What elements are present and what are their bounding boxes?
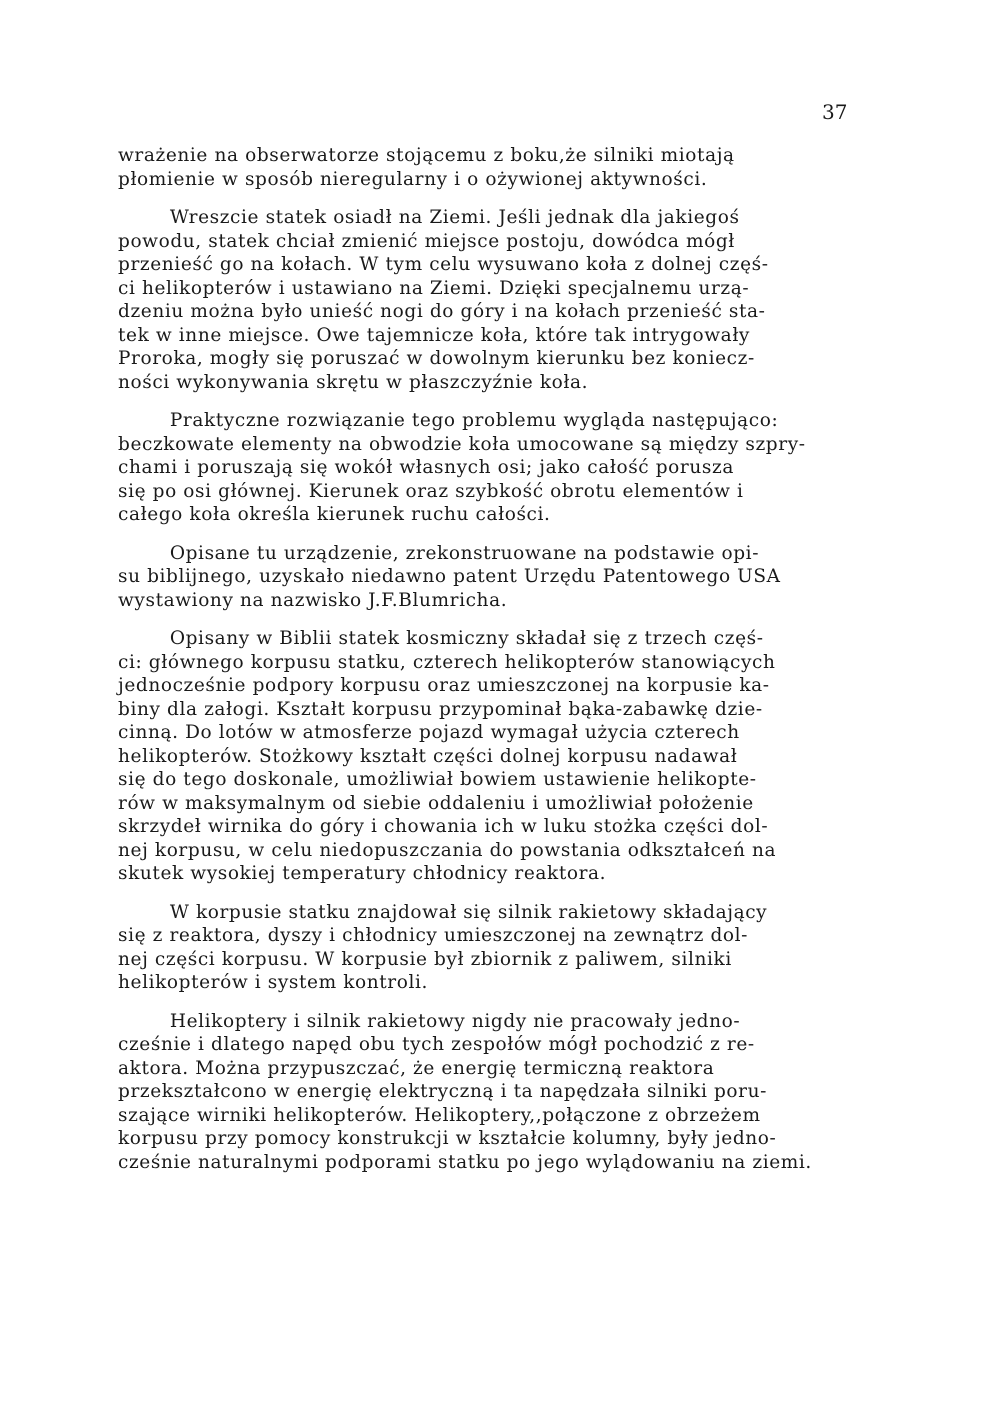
text-line: się do tego doskonale, umożliwiał bowiem ustawienie helikopte- <box>118 769 757 790</box>
text-line: powodu, statek chciał zmienić miejsce postoju, dowódca mógł <box>118 230 735 252</box>
text-line: się po osi głównej. Kierunek oraz szybkość obrotu elementów i <box>118 480 744 502</box>
paragraph-4 <box>118 542 908 613</box>
text-line: Helikoptery i silnik rakietowy nigdy nie pracowały jedno- <box>118 1010 741 1032</box>
text-line: tek w inne miejsce. Owe tajemnicze koła, które tak intrygowały <box>118 324 750 346</box>
text-line: biny dla załogi. Kształt korpusu przypominał bąka-zabawkę dzie- <box>118 698 763 720</box>
text-line: cinną. Do lotów w atmosferze pojazd wymagał użycia czterech <box>118 722 740 743</box>
text-line: W korpusie statku znajdował się silnik rakietowy składający <box>118 901 768 923</box>
body-text <box>118 144 908 1189</box>
text-line: Opisany w Biblii statek kosmiczny składał się z trzech częś- <box>118 628 764 649</box>
text-line: płomienie w sposób nieregularny i o ożywionej aktywności. <box>118 168 708 190</box>
text-line: korpusu przy pomocy konstrukcji w kształcie kolumny, były jedno- <box>118 1128 777 1149</box>
text-line: helikopterów. Stożkowy kształt części dolnej korpusu nadawał <box>118 745 738 767</box>
text-line: Opisane tu urządzenie, zrekonstruowane na podstawie opi- <box>118 542 760 564</box>
text-line: przekształcono w energię elektryczną i ta napędzała silniki poru- <box>118 1081 767 1102</box>
text-line: się z reaktora, dyszy i chłodnicy umieszczonej na zewnątrz dol- <box>118 925 748 946</box>
text-line: cześnie i dlatego napęd obu tych zespołów mógł pochodzić z re- <box>118 1034 755 1055</box>
text-line: wystawiony na nazwisko J.F.Blumricha. <box>118 589 508 611</box>
paragraph-5 <box>118 627 908 886</box>
paragraph-1 <box>118 144 908 191</box>
paragraph-3 <box>118 409 908 527</box>
text-line: helikopterów i system kontroli. <box>118 972 429 993</box>
text-line: nej korpusu, w celu niedopuszczania do powstania odkształceń na <box>118 839 777 861</box>
text-line: aktora. Można przypuszczać, że energię termiczną reaktora <box>118 1057 715 1079</box>
text-line: cześnie naturalnymi podporami statku po jego wylądowaniu na ziemi. <box>118 1151 812 1173</box>
text-line: skutek wysokiej temperatury chłodnicy reaktora. <box>118 863 607 884</box>
text-line: przenieść go na kołach. W tym celu wysuwano koła z dolnej częś- <box>118 254 769 275</box>
text-line: jednocześnie podpory korpusu oraz umieszczonej na korpusie ka- <box>118 675 770 696</box>
text-line: su biblijnego, uzyskało niedawno patent Urzędu Patentowego USA <box>118 566 781 587</box>
text-line: chami i poruszają się wokół własnych osi; jako całość porusza <box>118 457 734 478</box>
text-line: beczkowate elementy na obwodzie koła umocowane są między szpry- <box>118 433 806 455</box>
text-line: Praktyczne rozwiązanie tego problemu wygląda następująco: <box>118 410 779 431</box>
text-line: skrzydeł wirnika do góry i chowania ich w luku stożka części dol- <box>118 816 769 837</box>
text-line: Proroka, mogły się poruszać w dowolnym kierunku bez koniecz- <box>118 348 755 369</box>
text-line: dzeniu można było unieść nogi do góry i na kołach przenieść sta- <box>118 301 766 322</box>
text-line: ci: głównego korpusu statku, czterech helikopterów stanowiących <box>118 651 776 673</box>
text-line: całego koła określa kierunek ruchu całości. <box>118 504 551 525</box>
paragraph-2 <box>118 206 908 394</box>
paragraph-6 <box>118 901 908 995</box>
text-line: nej części korpusu. W korpusie był zbiornik z paliwem, silniki <box>118 948 732 970</box>
text-line: rów w maksymalnym od siebie oddaleniu i umożliwiał położenie <box>118 792 754 814</box>
text-line: ności wykonywania skrętu w płaszczyźnie koła. <box>118 371 589 393</box>
page-number: 37 <box>822 100 848 124</box>
paragraph-7 <box>118 1010 908 1175</box>
text-line: Wreszcie statek osiadł na Ziemi. Jeśli jednak dla jakiegoś <box>118 207 740 228</box>
text-line: szające wirniki helikopterów. Helikoptery,,połączone z obrzeżem <box>118 1104 761 1126</box>
text-line: wrażenie na obserwatorze stojącemu z boku,że silniki miotają <box>118 145 735 166</box>
text-line: ci helikopterów i ustawiano na Ziemi. Dzięki specjalnemu urzą- <box>118 277 750 299</box>
